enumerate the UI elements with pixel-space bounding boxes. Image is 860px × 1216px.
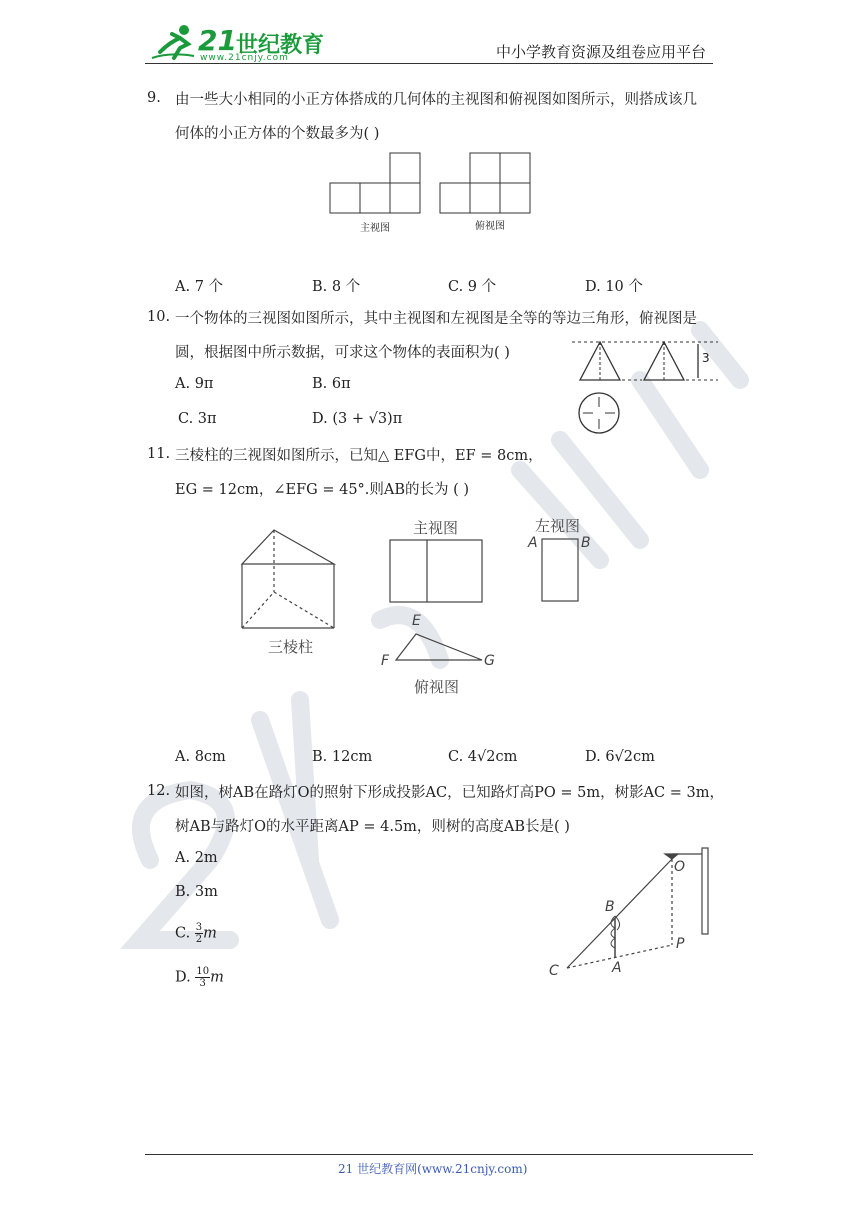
logo-url: www.21cnjy.com bbox=[200, 53, 289, 63]
q11-point-b: B bbox=[581, 535, 591, 551]
q10-line1: 一个物体的三视图如图所示，其中主视图和左视图是全等的等边三角形，俯视图是 bbox=[175, 311, 697, 327]
q9-option-a: A. 7 个 bbox=[175, 279, 224, 295]
q12-line2: 树AB与路灯O的水平距离AP = 4.5m，则树的高度AB长是( ) bbox=[175, 819, 570, 835]
q11-line1: 三棱柱的三视图如图所示，已知△ EFG中，EF = 8cm， bbox=[175, 448, 543, 464]
q11-option-a: A. 8cm bbox=[175, 749, 226, 765]
q12-option-c-denominator: 2 bbox=[195, 934, 203, 945]
q12-option-c-unit: m bbox=[203, 925, 217, 942]
q11-prism-label: 三棱柱 bbox=[268, 638, 314, 656]
q12-point-o: O bbox=[674, 859, 686, 875]
q9-views-figure bbox=[328, 150, 538, 216]
q9-option-b: B. 8 个 bbox=[312, 279, 361, 295]
q11-point-e: E bbox=[412, 613, 421, 629]
q12-point-c: C bbox=[549, 963, 559, 979]
q12-option-b: B. 3m bbox=[175, 884, 218, 900]
platform-title: 中小学教育资源及组卷应用平台 bbox=[496, 43, 707, 61]
q9-option-d: D. 10 个 bbox=[585, 279, 643, 295]
q11-number: 11. bbox=[147, 446, 171, 462]
logo-runner-icon bbox=[150, 22, 200, 62]
q9-number: 9. bbox=[147, 90, 161, 106]
q9-front-view-label: 主视图 bbox=[360, 223, 390, 234]
q10-option-c: C. 3π bbox=[178, 411, 217, 427]
q9-line2: 何体的小正方体的个数最多为( ) bbox=[175, 126, 380, 142]
q9-option-c: C. 9 个 bbox=[448, 279, 497, 295]
q12-option-a: A. 2m bbox=[175, 850, 218, 866]
q10-option-d: D. (3 + √3)π bbox=[312, 411, 403, 427]
q12-point-p: P bbox=[676, 936, 685, 952]
q11-top-view-figure bbox=[390, 628, 490, 668]
q11-line2: EG = 12cm，∠EFG = 45°.则AB的长为 ( ) bbox=[175, 482, 470, 498]
q11-option-d: D. 6√2cm bbox=[585, 749, 655, 765]
q12-option-d-fraction bbox=[195, 966, 210, 989]
q10-line2: 圆，根据图中所示数据，可求这个物体的表面积为( ) bbox=[175, 345, 510, 361]
q11-front-view-label: 主视图 bbox=[413, 519, 459, 537]
q9-line1: 由一些大小相同的小正方体搭成的几何体的主视图和俯视图如图所示，则搭成该几 bbox=[175, 92, 697, 108]
q12-streetlight-figure bbox=[545, 842, 720, 982]
q12-line1: 如图，树AB在路灯O的照射下形成投影AC，已知路灯高PO = 5m，树影AC = 3m， bbox=[175, 785, 724, 801]
q12-option-c bbox=[175, 922, 217, 945]
q12-option-d-prefix: D. bbox=[175, 969, 191, 986]
q12-option-d bbox=[175, 966, 224, 989]
footer-rule bbox=[145, 1154, 753, 1155]
q12-option-c-fraction bbox=[195, 922, 203, 945]
q11-point-g: G bbox=[484, 653, 495, 669]
q11-point-a: A bbox=[528, 535, 538, 551]
q12-option-d-unit: m bbox=[210, 969, 224, 986]
q12-option-d-numerator: 10 bbox=[196, 966, 210, 977]
q10-option-a: A. 9π bbox=[175, 376, 214, 392]
logo-text: 世纪教育 bbox=[236, 33, 325, 58]
logo-number: 21 bbox=[198, 24, 237, 57]
q10-three-views-figure bbox=[572, 336, 722, 436]
header-rule bbox=[145, 63, 713, 64]
q11-left-view-figure bbox=[538, 535, 582, 605]
q12-option-c-numerator: 3 bbox=[195, 922, 203, 933]
q10-number: 10. bbox=[147, 309, 171, 325]
footer-link[interactable]: 21 世纪教育网(www.21cnjy.com) bbox=[338, 1162, 528, 1176]
q11-point-f: F bbox=[381, 653, 390, 669]
q12-number: 12. bbox=[147, 783, 171, 799]
q12-point-b: B bbox=[605, 899, 615, 915]
q10-option-b: B. 6π bbox=[312, 376, 351, 392]
q10-dimension-label: 3 bbox=[702, 351, 710, 365]
q12-option-c-prefix: C. bbox=[175, 925, 191, 942]
q11-left-view-label: 左视图 bbox=[535, 517, 581, 535]
q11-top-view-label: 俯视图 bbox=[414, 678, 460, 696]
q9-top-view-label: 俯视图 bbox=[475, 221, 505, 232]
q12-option-d-denominator: 3 bbox=[199, 978, 206, 989]
q11-option-b: B. 12cm bbox=[312, 749, 373, 765]
q11-option-c: C. 4√2cm bbox=[448, 749, 518, 765]
q12-point-a: A bbox=[612, 960, 622, 976]
